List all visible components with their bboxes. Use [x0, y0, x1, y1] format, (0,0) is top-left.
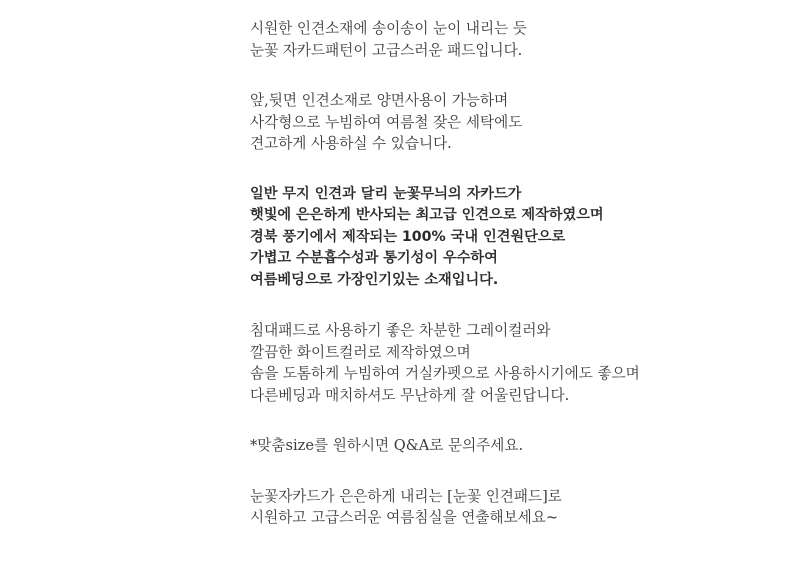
double-sided-line-3: 견고하게 사용하실 수 있습니다. — [250, 135, 452, 152]
custom-size-note — [250, 435, 790, 457]
color-usage-line-4: 다른베딩과 매치하셔도 무난하게 잘 어울린답니다. — [250, 386, 570, 404]
material-line-1: 일반 무지 인견과 달리 눈꽃무늬의 자카드가 — [250, 185, 522, 202]
closing-paragraph — [250, 486, 790, 529]
material-line-3: 경북 풍기에서 제작되는 100% 국내 인견원단으로 — [250, 228, 566, 245]
material-line-4: 가볍고 수분흡수성과 통기성이 우수하여 — [250, 250, 498, 266]
intro-line-2: 눈꽃 자카드패턴이 고급스러운 패드입니다. — [250, 41, 523, 59]
intro-line-1: 시원한 인견소재에 송이송이 눈이 내리는 듯 — [250, 20, 527, 37]
color-usage-line-2: 깔끔한 화이트컬러로 제작하였으며 — [250, 343, 471, 361]
color-usage-paragraph — [250, 320, 790, 406]
closing-line-1: 눈꽃자카드가 은은하게 내리는 [눈꽃 인견패드]로 — [250, 487, 562, 505]
closing-line-2: 시원하고 고급스러운 여름침실을 연출해보세요~ — [250, 509, 559, 526]
double-sided-line-2: 사각형으로 누빔하여 여름철 잦은 세탁에도 — [250, 113, 523, 131]
double-sided-line-1: 앞,뒷면 인견소재로 양면사용이 가능하며 — [250, 92, 509, 109]
product-description — [250, 18, 790, 529]
color-usage-line-1: 침대패드로 사용하기 좋은 차분한 그레이컬러와 — [250, 322, 551, 339]
material-line-5: 여름베딩으로 가장인기있는 소재입니다. — [250, 271, 499, 288]
material-line-2: 햇빛에 은은하게 반사되는 최고급 인견으로 제작하였으며 — [250, 207, 604, 223]
double-sided-paragraph — [250, 90, 790, 155]
custom-size-line: *맞춤size를 원하시면 Q&A로 문의주세요. — [250, 437, 524, 454]
intro-paragraph — [250, 18, 790, 61]
material-highlight-paragraph — [250, 184, 790, 292]
color-usage-line-3: 솜을 도톰하게 누빔하여 거실카펫으로 사용하시기에도 좋으며 — [250, 365, 640, 382]
